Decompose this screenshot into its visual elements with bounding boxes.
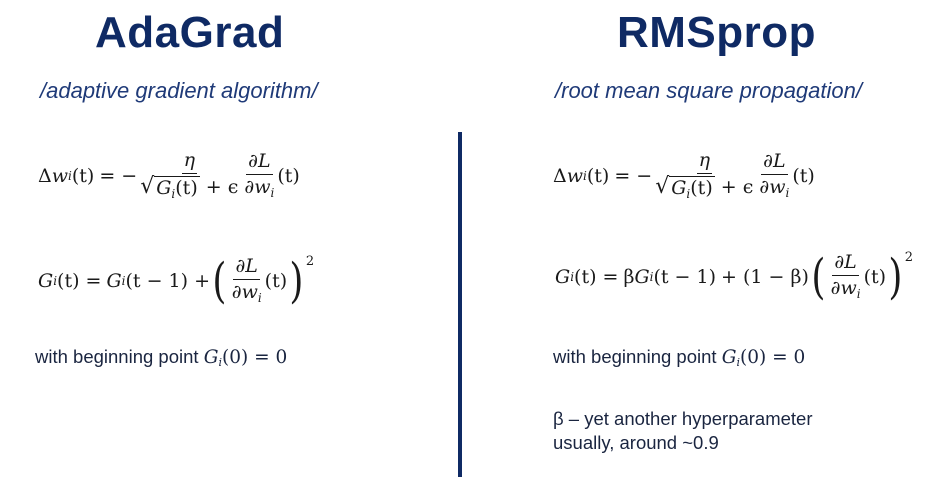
adagrad-title: AdaGrad: [95, 8, 285, 57]
rmsprop-update-equation: Δ w i (t) = − η √ $G_i(t)$ + ϵ $\frac{\partial L}{\partial w_i}$ (t): [553, 149, 815, 201]
rmsprop-subtitle: /root mean square propagation/: [555, 78, 862, 103]
rmsprop-title: RMSprop: [617, 8, 817, 57]
adagrad-accumulator-equation: G i (t) = G i (t − 1) + ( $\frac{\partial L}{\partial w_i}$ (t) ) 2: [38, 252, 315, 309]
adagrad-update-equation: Δ w i (t) = − η √ $G_i(t)$ + ϵ $\frac{\partial L}{\partial w_i}$ (t): [38, 149, 300, 201]
beta-typical-value-note: usually, around ~0.9: [553, 432, 719, 453]
adagrad-initial-condition: with beginning point $G_i(0) = 0$: [35, 346, 288, 369]
adagrad-subtitle: /adaptive gradient algorithm/: [40, 78, 318, 103]
column-divider: [458, 132, 462, 477]
rmsprop-accumulator-full: G i (t) = β G i (t − 1) + (1 − β) ( $\frac{\partial L}{\partial w_i}$ (t) ) 2: [555, 248, 914, 305]
rmsprop-initial-condition: with beginning point $G_i(0) = 0$: [553, 346, 806, 369]
beta-hyperparameter-note: β – yet another hyperparameter: [553, 408, 813, 429]
